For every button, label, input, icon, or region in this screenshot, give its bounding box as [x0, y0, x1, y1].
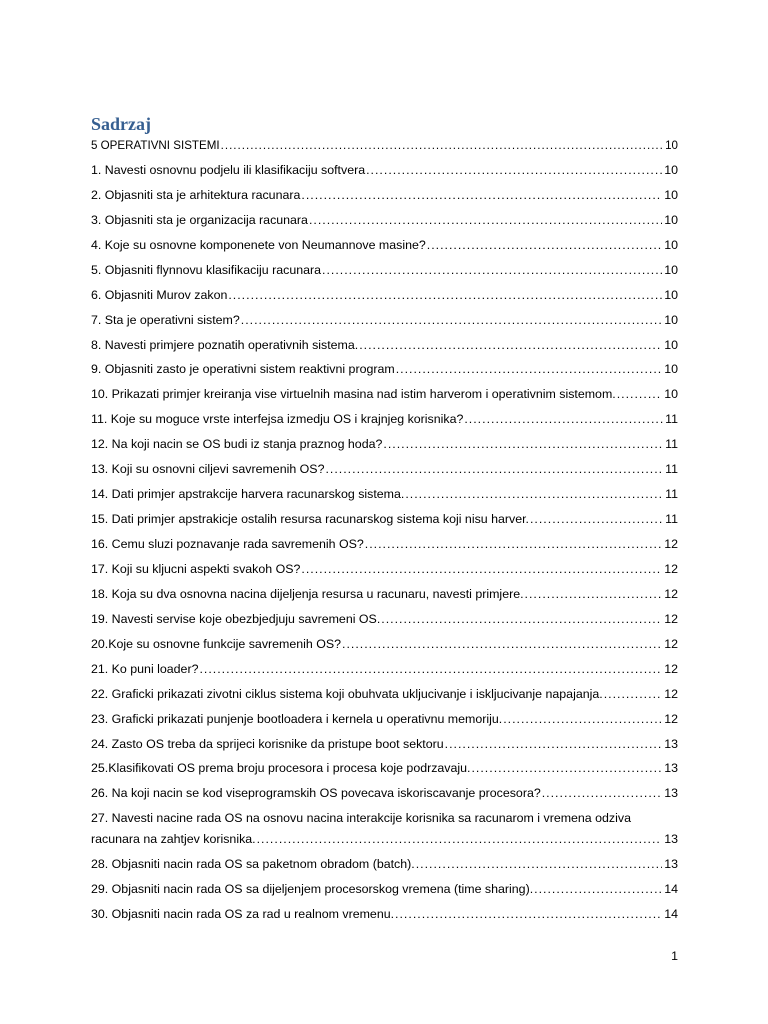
toc-entry-page: 12 — [664, 711, 678, 726]
dot-leader — [359, 337, 662, 354]
toc-entry[interactable] — [91, 760, 678, 777]
dot-leader — [221, 137, 663, 154]
toc-entry-page: 10 — [664, 337, 678, 352]
dot-leader — [471, 760, 662, 777]
toc-entry[interactable] — [91, 536, 678, 553]
toc-entry-label: 15. Dati primjer apstrakicje ostalih resursa racunarskog sistema koji nisu harver. — [91, 512, 529, 527]
toc-entry[interactable] — [91, 436, 678, 453]
toc-entry-label: 26. Na koji nacin se kod viseprogramskih OS povecava iskoriscavanje procesora? — [91, 786, 541, 801]
toc-entry-label: 25.Klasifikovati OS prema broju procesora i procesa koje podrzavaju. — [91, 761, 471, 776]
dot-leader — [383, 436, 663, 453]
toc-entry-page: 11 — [665, 437, 678, 452]
dot-leader — [542, 785, 662, 802]
toc-entry-page: 13 — [664, 736, 678, 751]
toc-entry[interactable] — [91, 411, 678, 428]
toc-entry-label: 29. Objasniti nacin rada OS sa dijeljenjem procesorskog vremena (time sharing). — [91, 882, 534, 897]
dot-leader — [395, 906, 662, 923]
toc-list — [91, 137, 678, 931]
toc-entry-label: 27. Navesti nacine rada OS na osnovu nacina interakcije korisnika sa racunarom i vremena odziva — [91, 811, 631, 826]
toc-entry-label: 13. Koji su osnovni ciljevi savremenih OS? — [91, 462, 325, 477]
toc-entry[interactable] — [91, 611, 678, 628]
toc-entry[interactable] — [91, 856, 678, 873]
toc-entry-page: 14 — [664, 882, 678, 897]
toc-entry[interactable] — [91, 736, 678, 753]
dot-leader — [342, 636, 662, 653]
dot-leader — [525, 586, 663, 603]
dot-leader — [530, 511, 663, 528]
toc-entry-label: 12. Na koji nacin se OS budi iz stanja praznog hoda? — [91, 437, 383, 452]
toc-entry-page: 11 — [665, 462, 678, 477]
dot-leader — [365, 536, 662, 553]
toc-entry[interactable] — [91, 881, 678, 898]
toc-entry-label: 22. Graficki prikazati zivotni ciklus sistema koji obuhvata ukljucivanje i iskljucivanje napajanja. — [91, 686, 603, 701]
dot-leader — [301, 187, 662, 204]
toc-entry-label: 14. Dati primjer apstrakcije harvera racunarskog sistema. — [91, 487, 405, 502]
toc-entry-label: 9. Objasniti zasto je operativni sistem reaktivni program — [91, 362, 395, 377]
toc-entry[interactable] — [91, 187, 678, 204]
toc-entry-label: 3. Objasniti sta je organizacija racunara — [91, 212, 308, 227]
toc-entry[interactable] — [91, 511, 678, 528]
dot-leader — [325, 461, 663, 478]
toc-entry-label: 23. Graficki prikazati punjenje bootloadera i kernela u operativnu memoriju. — [91, 711, 503, 726]
toc-entry-label: 4. Koje su osnovne komponenete von Neumannove masine? — [91, 237, 426, 252]
toc-entry[interactable] — [91, 287, 678, 304]
toc-entry-page: 10 — [664, 212, 678, 227]
toc-entry-label: 1. Navesti osnovnu podjelu ili klasifikaciju softvera — [91, 162, 366, 177]
toc-entry-label: 2. Objasniti sta je arhitektura racunara — [91, 187, 301, 202]
toc-entry-page: 13 — [664, 761, 678, 776]
dot-leader — [228, 287, 662, 304]
toc-entry-label: 5. Objasniti flynnovu klasifikaciju racunara — [91, 262, 322, 277]
dot-leader — [427, 237, 662, 254]
toc-entry-page: 12 — [664, 537, 678, 551]
dot-leader — [257, 831, 663, 848]
dot-leader — [604, 686, 663, 703]
toc-entry-page: 12 — [664, 636, 678, 651]
toc-entry[interactable] — [91, 661, 678, 678]
toc-entry[interactable] — [91, 810, 678, 848]
toc-entry[interactable] — [91, 486, 678, 503]
dot-leader — [464, 411, 663, 428]
toc-entry-label: 6. Objasniti Murov zakon — [91, 287, 228, 302]
toc-entry[interactable] — [91, 361, 678, 378]
toc-entry-page: 12 — [664, 611, 678, 626]
dot-leader — [301, 561, 662, 578]
toc-entry-page: 12 — [664, 561, 678, 576]
toc-entry[interactable] — [91, 561, 678, 578]
toc-entry-label: 7. Sta je operativni sistem? — [91, 312, 240, 327]
toc-entry-page: 12 — [664, 661, 678, 676]
toc-entry-label: 30. Objasniti nacin rada OS za rad u realnom vremenu. — [91, 907, 395, 922]
toc-entry-label: 28. Objasniti nacin rada OS sa paketnom obradom (batch). — [91, 857, 415, 872]
toc-entry[interactable] — [91, 312, 678, 329]
toc-entry-label: 8. Navesti primjere poznatih operativnih sistema. — [91, 337, 359, 352]
toc-entry-page: 10 — [664, 287, 678, 302]
dot-leader — [309, 212, 662, 229]
toc-entry-page: 12 — [664, 686, 678, 701]
toc-entry[interactable] — [91, 137, 678, 154]
toc-entry[interactable] — [91, 636, 678, 653]
toc-entry-label: 11. Koje su moguce vrste interfejsa izmedju OS i krajnjeg korisnika? — [91, 412, 464, 427]
toc-entry-label: 19. Navesti servise koje obezbjedjuju savremeni OS. — [91, 611, 381, 626]
toc-entry-label: 20.Koje su osnovne funkcije savremenih OS? — [91, 636, 342, 651]
dot-leader — [617, 386, 662, 403]
toc-entry-continuation — [91, 831, 678, 848]
toc-entry[interactable] — [91, 162, 678, 179]
toc-title: Sadrzaj — [91, 114, 151, 134]
toc-entry[interactable] — [91, 212, 678, 229]
toc-entry-page: 13 — [664, 832, 678, 847]
toc-entry-page: 10 — [665, 139, 678, 152]
dot-leader — [396, 361, 663, 378]
dot-leader — [503, 711, 662, 728]
dot-leader — [199, 661, 662, 678]
dot-leader — [381, 611, 662, 628]
toc-entry-label: 10. Prikazati primjer kreiranja vise virtuelnih masina nad istim harverom i operativnim sistemom. — [91, 387, 616, 402]
dot-leader — [416, 856, 662, 873]
toc-entry[interactable] — [91, 461, 678, 478]
toc-entry[interactable] — [91, 906, 678, 923]
toc-entry[interactable] — [91, 711, 678, 728]
toc-entry-page: 11 — [665, 412, 678, 427]
toc-entry[interactable] — [91, 586, 678, 603]
toc-entry[interactable] — [91, 337, 678, 354]
toc-entry-page: 10 — [664, 162, 678, 177]
toc-entry-label: 17. Koji su kljucni aspekti svakoh OS? — [91, 561, 301, 576]
toc-entry-label: 5 OPERATIVNI SISTEMI — [91, 139, 220, 152]
toc-entry-page: 13 — [664, 786, 678, 801]
dot-leader — [445, 736, 663, 753]
toc-entry-page: 11 — [665, 512, 678, 527]
dot-leader — [241, 312, 662, 329]
page-number: 1 — [671, 949, 678, 963]
dot-leader — [366, 162, 662, 179]
toc-entry[interactable] — [91, 785, 678, 802]
toc-entry[interactable] — [91, 237, 678, 254]
toc-entry-label: 18. Koja su dva osnovna nacina dijeljenja resursa u racunaru, navesti primjere. — [91, 586, 524, 601]
dot-leader — [405, 486, 663, 503]
toc-entry-label: 16. Cemu sluzi poznavanje rada savremenih OS? — [91, 537, 364, 551]
toc-entry-page: 10 — [664, 312, 678, 327]
toc-entry-page: 10 — [664, 262, 678, 277]
toc-entry[interactable] — [91, 262, 678, 279]
toc-entry-page: 11 — [665, 487, 678, 502]
toc-entry[interactable] — [91, 686, 678, 703]
toc-entry-page: 14 — [664, 907, 678, 922]
toc-entry-page: 10 — [664, 362, 678, 377]
toc-entry-page: 13 — [664, 857, 678, 872]
dot-leader — [534, 881, 662, 898]
toc-entry-page: 10 — [664, 237, 678, 252]
dot-leader — [322, 262, 662, 279]
toc-entry-page: 10 — [664, 187, 678, 202]
toc-entry[interactable] — [91, 386, 678, 403]
toc-entry-label: 21. Ko puni loader? — [91, 661, 199, 676]
toc-entry-page: 10 — [664, 387, 678, 402]
toc-entry-label: 24. Zasto OS treba da sprijeci korisnike da pristupe boot sektoru — [91, 736, 444, 751]
toc-entry-page: 12 — [664, 586, 678, 601]
toc-entry-label-continued: racunara na zahtjev korisnika. — [91, 832, 256, 847]
